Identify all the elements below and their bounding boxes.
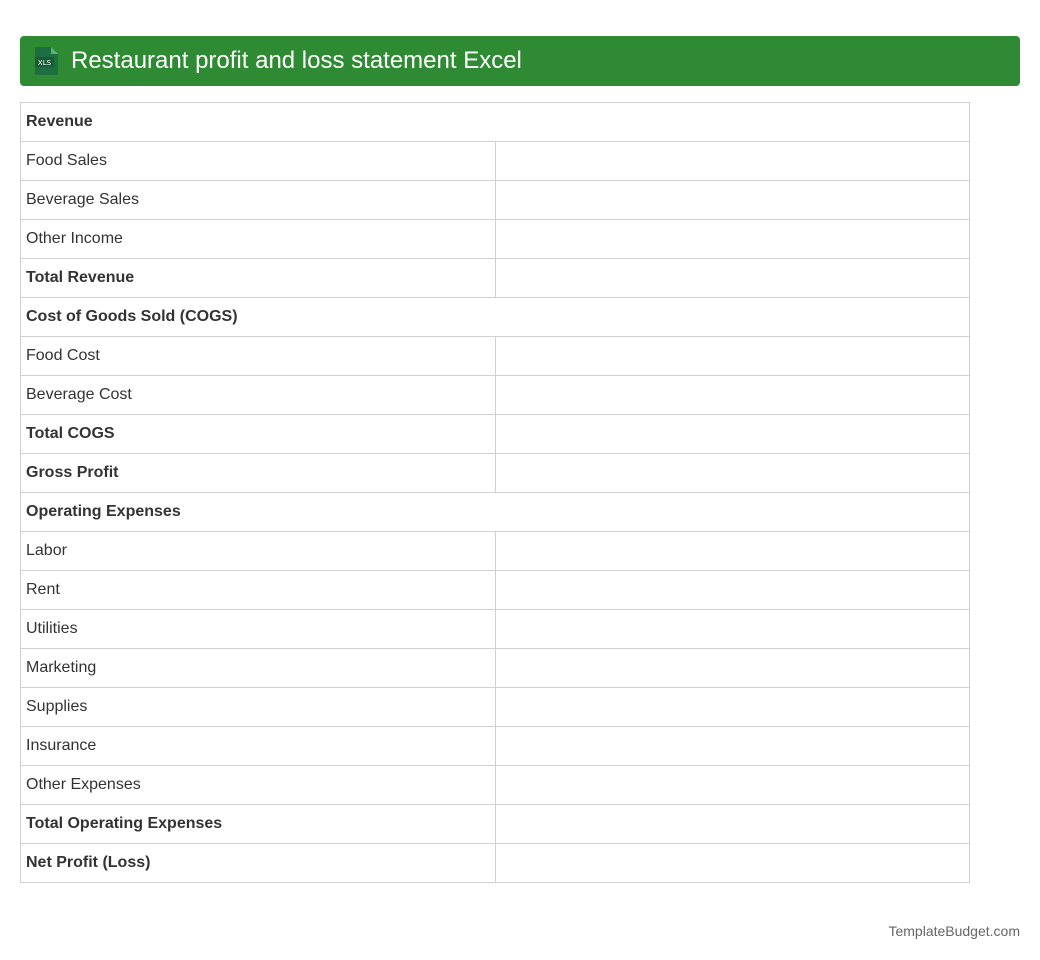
- line-item-label: Total COGS: [21, 415, 496, 454]
- line-item-label: Total Revenue: [21, 259, 496, 298]
- line-item-row: [21, 454, 970, 493]
- line-item-row: [21, 727, 970, 766]
- line-item-label: Food Sales: [21, 142, 496, 181]
- line-item-row: [21, 337, 970, 376]
- line-item-row: [21, 688, 970, 727]
- line-item-label: Food Cost: [21, 337, 496, 376]
- line-item-label: Supplies: [21, 688, 496, 727]
- line-item-label: Utilities: [21, 610, 496, 649]
- line-item-label: Other Income: [21, 220, 496, 259]
- section-header-label: Cost of Goods Sold (COGS): [21, 298, 970, 337]
- amount-cell[interactable]: [495, 571, 970, 610]
- xls-file-icon: [33, 46, 59, 76]
- line-item-row: [21, 610, 970, 649]
- amount-cell[interactable]: [495, 727, 970, 766]
- line-item-label: Beverage Sales: [21, 181, 496, 220]
- line-item-label: Labor: [21, 532, 496, 571]
- amount-cell[interactable]: [495, 766, 970, 805]
- amount-cell[interactable]: [495, 142, 970, 181]
- line-item-row: [21, 766, 970, 805]
- line-item-label: Rent: [21, 571, 496, 610]
- amount-cell[interactable]: [495, 688, 970, 727]
- line-item-label: Insurance: [21, 727, 496, 766]
- line-item-label: Other Expenses: [21, 766, 496, 805]
- line-item-label: Total Operating Expenses: [21, 805, 496, 844]
- line-item-row: [21, 532, 970, 571]
- line-item-label: Marketing: [21, 649, 496, 688]
- xls-icon-label: XLS: [37, 59, 52, 67]
- amount-cell[interactable]: [495, 181, 970, 220]
- amount-cell[interactable]: [495, 844, 970, 883]
- line-item-row: [21, 181, 970, 220]
- line-item-label: Beverage Cost: [21, 376, 496, 415]
- site-brand[interactable]: TemplateBudget.com: [888, 923, 1020, 939]
- title-banner: [20, 36, 1020, 86]
- section-header-row: [21, 103, 970, 142]
- line-item-row: [21, 376, 970, 415]
- line-item-row: [21, 259, 970, 298]
- amount-cell[interactable]: [495, 259, 970, 298]
- line-item-row: [21, 805, 970, 844]
- amount-cell[interactable]: [495, 376, 970, 415]
- line-item-row: [21, 571, 970, 610]
- line-item-row: [21, 220, 970, 259]
- line-item-row: [21, 649, 970, 688]
- amount-cell[interactable]: [495, 649, 970, 688]
- section-header-row: [21, 493, 970, 532]
- amount-cell[interactable]: [495, 454, 970, 493]
- section-header-label: Revenue: [21, 103, 970, 142]
- line-item-row: [21, 415, 970, 454]
- page-title: Restaurant profit and loss statement Excel: [71, 47, 522, 74]
- amount-cell[interactable]: [495, 532, 970, 571]
- line-item-row: [21, 142, 970, 181]
- line-item-label: Net Profit (Loss): [21, 844, 496, 883]
- amount-cell[interactable]: [495, 805, 970, 844]
- line-item-row: [21, 844, 970, 883]
- amount-cell[interactable]: [495, 610, 970, 649]
- line-item-label: Gross Profit: [21, 454, 496, 493]
- amount-cell[interactable]: [495, 337, 970, 376]
- amount-cell[interactable]: [495, 415, 970, 454]
- profit-loss-table: [20, 102, 970, 883]
- section-header-label: Operating Expenses: [21, 493, 970, 532]
- section-header-row: [21, 298, 970, 337]
- amount-cell[interactable]: [495, 220, 970, 259]
